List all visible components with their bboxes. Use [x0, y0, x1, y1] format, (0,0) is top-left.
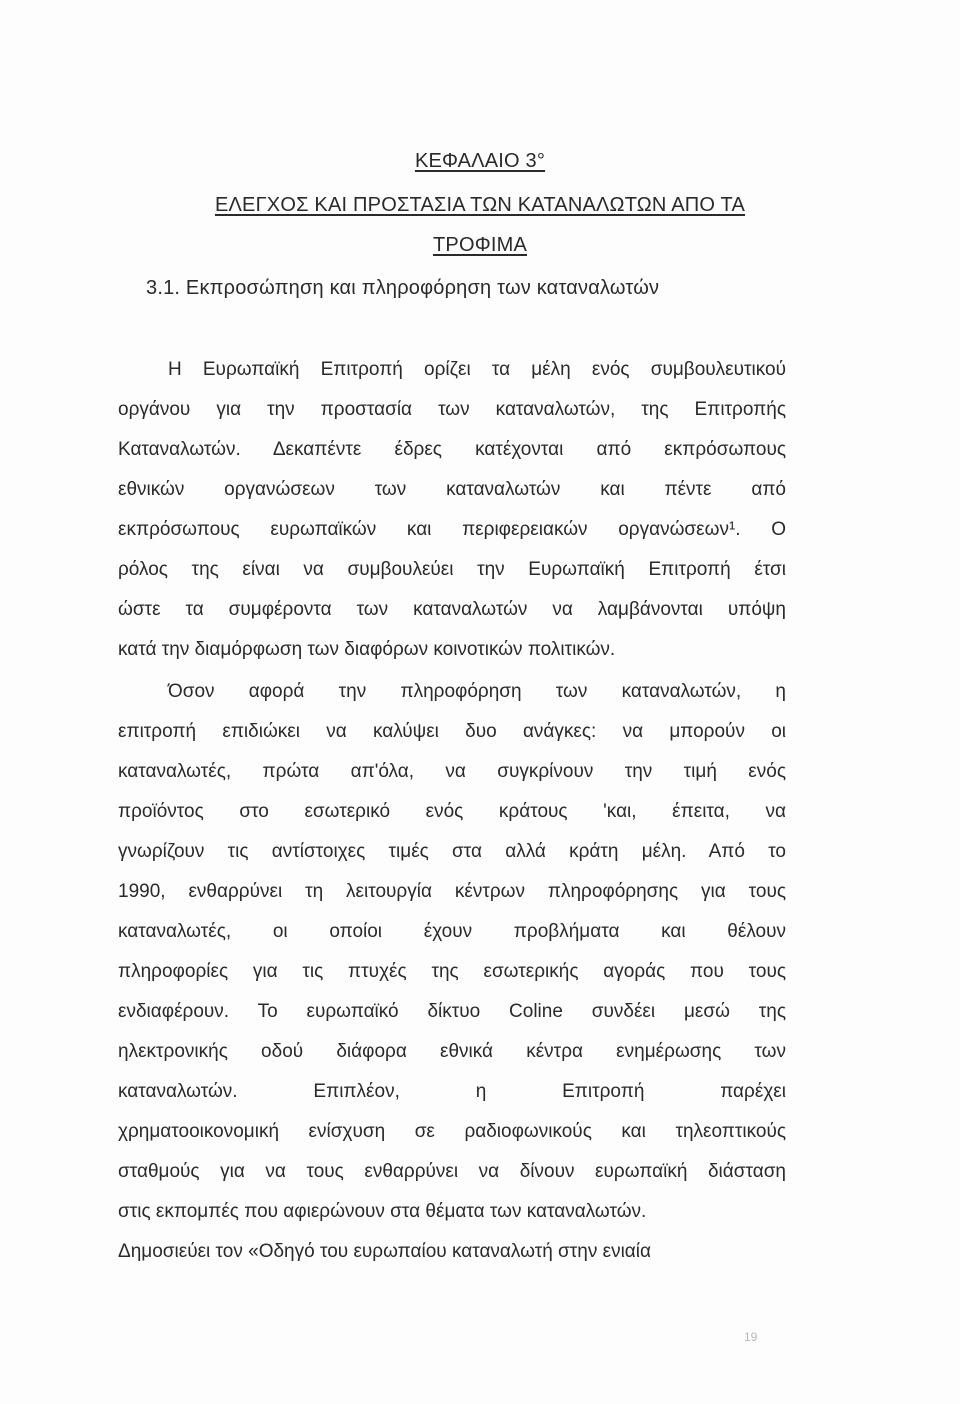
chapter-title-line-2: ΤΡΟΦΙΜΑ	[432, 234, 528, 256]
body-line: πληροφορίες για τις πτυχές της εσωτερικής αγοράς που τους	[118, 961, 786, 982]
body-line: στις εκπομπές που αφιερώνουν στα θέματα των καταναλωτών.	[118, 1201, 647, 1222]
body-line: προϊόντος στο εσωτερικό ενός κράτους 'και, έπειτα, να	[118, 801, 786, 822]
body-line: εκπρόσωπους ευρωπαϊκών και περιφερειακών οργανώσεων¹. Ο	[118, 519, 786, 540]
body-line: 1990, ενθαρρύνει τη λειτουργία κέντρων πληροφόρησης για τους	[118, 881, 786, 902]
body-line: σταθμούς για να τους ενθαρρύνει να δίνουν ευρωπαϊκή διάσταση	[118, 1161, 786, 1182]
body-line: κατά την διαμόρφωση των διαφόρων κοινοτικών πολιτικών.	[118, 639, 616, 660]
chapter-title-line-1: ΕΛΕΓΧΟΣ ΚΑΙ ΠΡΟΣΤΑΣΙΑ ΤΩΝ ΚΑΤΑΝΑΛΩΤΩΝ ΑΠΟ ΤΑ	[214, 194, 746, 216]
body-line: Δημοσιεύει τον «Οδηγό του ευρωπαίου καταναλωτή στην ενιαία	[118, 1241, 652, 1262]
body-line: ρόλος της είναι να συμβουλεύει την Ευρωπαϊκή Επιτροπή έτσι	[118, 559, 786, 580]
body-line: εθνικών οργανώσεων των καταναλωτών και πέντε από	[118, 479, 786, 500]
body-line: ενδιαφέρουν. Το ευρωπαϊκό δίκτυο Coline συνδέει μεσώ της	[118, 1001, 786, 1022]
body-line: επιτροπή επιδιώκει να καλύψει δυο ανάγκες: να μπορούν οι	[118, 721, 786, 742]
body-line: καταναλωτών. Επιπλέον, η Επιτροπή παρέχει	[118, 1081, 786, 1102]
page-number: 19	[744, 1330, 758, 1344]
body-line: Η Ευρωπαϊκή Επιτροπή ορίζει τα μέλη ενός συμβουλευτικού	[168, 359, 786, 380]
body-line: Καταναλωτών. Δεκαπέντε έδρες κατέχονται από εκπρόσωπους	[118, 439, 786, 460]
body-line: ώστε τα συμφέροντα των καταναλωτών να λαμβάνονται υπόψη	[118, 599, 786, 620]
chapter-number: ΚΕΦΑΛΑΙΟ 3°	[414, 150, 546, 172]
body-line: Όσον αφορά την πληροφόρηση των καταναλωτών, η	[168, 681, 786, 702]
body-line: καταναλωτές, οι οποίοι έχουν προβλήματα και θέλουν	[118, 921, 786, 942]
body-line: ηλεκτρονικής οδού διάφορα εθνικά κέντρα ενημέρωσης των	[118, 1041, 786, 1062]
body-line: καταναλωτές, πρώτα απ'όλα, να συγκρίνουν την τιμή ενός	[118, 761, 786, 782]
body-line: χρηματοοικονομική ενίσχυση σε ραδιοφωνικούς και τηλεοπτικούς	[118, 1121, 786, 1142]
section-title: 3.1. Εκπροσώπηση και πληροφόρηση των καταναλωτών	[146, 277, 660, 299]
body-line: γνωρίζουν τις αντίστοιχες τιμές στα αλλά κράτη μέλη. Από το	[118, 841, 786, 862]
body-line: οργάνου για την προστασία των καταναλωτών, της Επιτροπής	[118, 399, 786, 420]
